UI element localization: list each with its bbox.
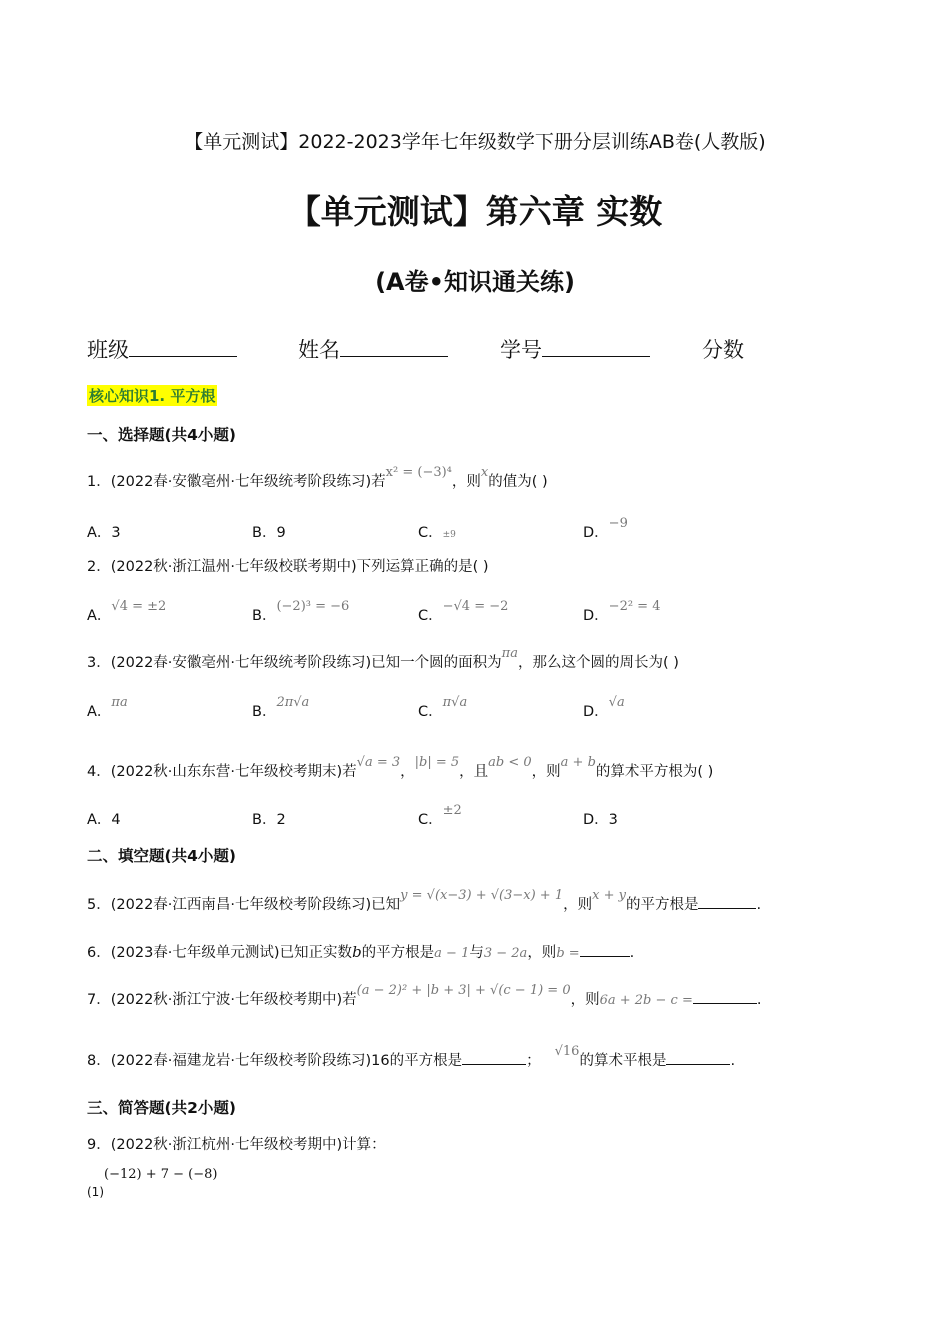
- option-label: B．: [252, 812, 277, 828]
- q3-option-c[interactable]: [418, 695, 468, 721]
- q5-pre: 已知: [371, 897, 401, 913]
- option-text: −2² = 4: [608, 599, 661, 614]
- q5-mid: ，则: [563, 897, 593, 913]
- option-text: 9: [276, 525, 286, 541]
- question-6: [87, 941, 634, 962]
- student-id-field[interactable]: [500, 334, 650, 364]
- q5-end: .: [756, 897, 762, 913]
- q9-sub1-label: (1): [87, 1185, 104, 1199]
- section-fill-heading: 二、填空题(共4小题): [87, 847, 236, 865]
- q4-sep: ，则: [531, 764, 561, 780]
- q2-option-c[interactable]: [418, 599, 509, 625]
- option-label: D．: [583, 608, 609, 624]
- q7-expression: 6a + 2b − c =: [599, 993, 693, 1008]
- q9-source: (2022秋·浙江杭州·七年级校考期中): [110, 1137, 343, 1153]
- page-title: 【单元测试】第六章 实数: [287, 192, 663, 231]
- option-label: D．: [583, 704, 609, 720]
- question-8: [87, 1044, 736, 1070]
- q1-variable: x: [480, 465, 489, 480]
- q3-area: πa: [501, 646, 518, 661]
- q6-end: .: [629, 945, 635, 961]
- option-label: C．: [418, 812, 443, 828]
- q4-math-sum: a + b: [560, 755, 596, 770]
- q1-pre: 若: [371, 474, 386, 490]
- question-9: [87, 1133, 386, 1154]
- option-text: π√a: [442, 695, 468, 710]
- q1-equation: x² = (−3)⁴: [385, 465, 452, 480]
- q2-text: 下列运算正确的是( ): [356, 559, 489, 575]
- name-blank[interactable]: [340, 338, 448, 357]
- q4-option-b[interactable]: [252, 808, 286, 829]
- q1-option-a[interactable]: [87, 521, 121, 542]
- question-5: [87, 888, 762, 914]
- option-label: D．: [583, 525, 609, 541]
- q8-mid: ；: [526, 1053, 541, 1069]
- q1-option-c[interactable]: [418, 521, 456, 542]
- q1-post: 的值为( ): [488, 474, 548, 490]
- q4-math-abs-b: |b| = 5: [414, 755, 460, 770]
- student-id-label: 学号: [500, 338, 542, 362]
- q8-end: .: [730, 1053, 736, 1069]
- class-field[interactable]: [87, 334, 237, 364]
- q7-number: 7．: [87, 992, 111, 1008]
- q3-option-a[interactable]: [87, 695, 128, 721]
- option-label: A．: [87, 608, 112, 624]
- q6-source: (2023春·七年级单元测试): [110, 945, 280, 961]
- q8-post: 的算术平根是: [579, 1053, 667, 1069]
- option-label: A．: [87, 525, 112, 541]
- q5-answer-blank[interactable]: [698, 896, 756, 909]
- q5-equation: y = √(x−3) + √(3−x) + 1: [400, 888, 564, 903]
- q4-option-c[interactable]: [418, 803, 462, 829]
- question-3: [87, 646, 679, 672]
- q4-pre: 若: [342, 764, 357, 780]
- student-id-blank[interactable]: [542, 338, 650, 357]
- q5-source: (2022春·江西南昌·七年级校考阶段练习): [110, 897, 372, 913]
- option-label: D．: [583, 812, 609, 828]
- q8-pre: 16的平方根是: [371, 1053, 463, 1069]
- q4-source: (2022秋·山东东营·七年级校考期末): [110, 764, 343, 780]
- q9-number: 9．: [87, 1137, 111, 1153]
- q9-subquestion-1: [87, 1167, 218, 1200]
- q4-post: 的算术平方根为( ): [595, 764, 714, 780]
- q3-option-d[interactable]: [583, 695, 625, 721]
- option-label: A．: [87, 812, 112, 828]
- q6-root-2: 3 − 2a: [483, 946, 528, 961]
- q4-sep: ，: [400, 764, 415, 780]
- class-blank[interactable]: [129, 338, 237, 357]
- option-text: ±2: [442, 803, 462, 818]
- option-label: C．: [418, 608, 443, 624]
- option-text: √4 = ±2: [111, 599, 167, 614]
- q6-b-equals: b =: [556, 946, 580, 961]
- q7-mid: ，则: [570, 992, 600, 1008]
- q1-option-d[interactable]: [583, 516, 628, 542]
- q3-pre: 已知一个圆的面积为: [371, 655, 502, 671]
- score-field: [702, 334, 744, 364]
- core-knowledge-heading: 核心知识1. 平方根: [89, 387, 216, 405]
- q5-post: 的平方根是: [625, 897, 699, 913]
- option-label: C．: [418, 704, 443, 720]
- q2-source: (2022秋·浙江温州·七年级校联考期中): [110, 559, 357, 575]
- option-text: (−2)³ = −6: [276, 599, 350, 614]
- q6-root-1: a − 1: [434, 946, 470, 961]
- score-label: 分数: [702, 338, 744, 362]
- q4-number: 4．: [87, 764, 111, 780]
- q2-number: 2．: [87, 559, 111, 575]
- option-text: 2: [276, 812, 286, 828]
- page-subtitle: (A卷•知识通关练): [375, 268, 575, 296]
- q9-text: 计算：: [342, 1137, 386, 1153]
- q7-source: (2022秋·浙江宁波·七年级校考期中): [110, 992, 343, 1008]
- q6-variable: b: [352, 943, 362, 961]
- q9-sub1-expression: (−12) + 7 − (−8): [104, 1167, 218, 1182]
- q6-mid: ，则: [527, 945, 557, 961]
- q7-pre: 若: [342, 992, 357, 1008]
- class-label: 班级: [87, 338, 129, 362]
- q7-equation: (a − 2)² + |b + 3| + √(c − 1) = 0: [356, 983, 571, 998]
- q8-answer-blank-2[interactable]: [666, 1052, 730, 1065]
- option-label: A．: [87, 704, 112, 720]
- option-text: 4: [111, 812, 121, 828]
- q6-number: 6．: [87, 945, 111, 961]
- series-title: 【单元测试】2022-2023学年七年级数学下册分层训练AB卷(人教版): [184, 131, 766, 153]
- q4-option-d[interactable]: [583, 808, 618, 829]
- option-label: B．: [252, 525, 277, 541]
- q3-option-b[interactable]: [252, 695, 310, 721]
- q5-number: 5．: [87, 897, 111, 913]
- option-label: C．: [418, 525, 443, 541]
- q4-option-a[interactable]: [87, 808, 121, 829]
- option-text: −√4 = −2: [442, 599, 509, 614]
- q1-number: 1．: [87, 474, 111, 490]
- name-field[interactable]: [298, 334, 448, 364]
- q7-answer-blank[interactable]: [693, 991, 757, 1004]
- q6-answer-blank[interactable]: [580, 944, 630, 957]
- q1-source: (2022春·安徽亳州·七年级统考阶段练习): [110, 474, 372, 490]
- q8-sqrt16: √16: [554, 1044, 580, 1059]
- q3-post: ，那么这个圆的周长为( ): [517, 655, 679, 671]
- q8-source: (2022春·福建龙岩·七年级校考阶段练习): [110, 1053, 372, 1069]
- q1-option-b[interactable]: [252, 521, 286, 542]
- option-text: −9: [608, 516, 628, 531]
- section-choice-heading: 一、选择题(共4小题): [87, 426, 236, 444]
- question-4: [87, 755, 714, 781]
- q8-answer-blank-1[interactable]: [462, 1052, 526, 1065]
- section-answer-heading: 三、简答题(共2小题): [87, 1099, 236, 1117]
- q3-source: (2022春·安徽亳州·七年级统考阶段练习): [110, 655, 372, 671]
- option-text: 3: [111, 525, 121, 541]
- q2-option-b[interactable]: [252, 599, 350, 625]
- name-label: 姓名: [298, 338, 340, 362]
- q7-end: .: [756, 992, 762, 1008]
- q2-option-d[interactable]: [583, 599, 661, 625]
- q6-pre: 已知正实数: [279, 945, 353, 961]
- q4-math-ab: ab < 0: [488, 755, 532, 770]
- option-label: B．: [252, 608, 277, 624]
- option-label: B．: [252, 704, 277, 720]
- question-2: [87, 555, 489, 576]
- question-7: [87, 983, 762, 1009]
- q8-number: 8．: [87, 1053, 111, 1069]
- option-text: √a: [608, 695, 625, 710]
- q6-mid: 与: [469, 945, 484, 961]
- q4-math-sqrt-a: √a = 3: [356, 755, 401, 770]
- question-1: [87, 465, 548, 491]
- q5-sum: x + y: [592, 888, 626, 903]
- q3-number: 3．: [87, 655, 111, 671]
- option-text: πa: [111, 695, 128, 710]
- q1-mid: ，则: [451, 474, 481, 490]
- q2-option-a[interactable]: [87, 599, 167, 625]
- option-text: ±9: [442, 530, 456, 540]
- option-text: 3: [608, 812, 618, 828]
- q6-mid: 的平方根是: [361, 945, 435, 961]
- q4-sep: ，且: [459, 764, 489, 780]
- option-text: 2π√a: [276, 695, 310, 710]
